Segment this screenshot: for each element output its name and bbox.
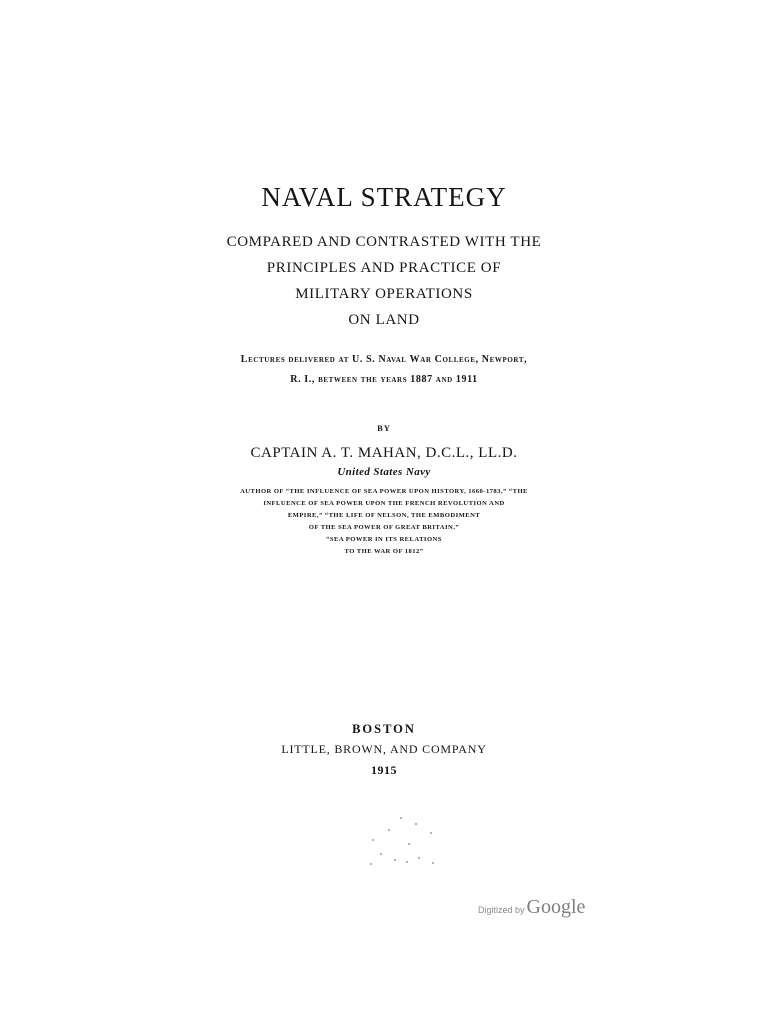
subtitle-line-4: ON LAND bbox=[348, 312, 420, 328]
imprint-year: 1915 bbox=[371, 763, 397, 777]
works-line-5: “SEA POWER IN ITS RELATIONS bbox=[326, 536, 442, 543]
subtitle-line-1: COMPARED AND CONTRASTED WITH THE bbox=[226, 234, 542, 250]
digitized-prefix: Digitized by bbox=[478, 905, 525, 915]
subtitle-line-3: MILITARY OPERATIONS bbox=[295, 286, 473, 302]
works-line-2: INFLUENCE OF SEA POWER UPON THE FRENCH REVOLUTION AND bbox=[263, 500, 505, 507]
author-name: CAPTAIN A. T. MAHAN, D.C.L., LL.D. bbox=[250, 445, 518, 461]
digitized-by-google-watermark bbox=[478, 896, 585, 922]
works-line-4: OF THE SEA POWER OF GREAT BRITAIN,” bbox=[308, 524, 460, 531]
author-affiliation: United States Navy bbox=[337, 466, 431, 478]
subtitle-line-2: PRINCIPLES AND PRACTICE OF bbox=[266, 260, 502, 276]
library-stamp-residue bbox=[360, 815, 450, 870]
by-label: BY bbox=[377, 423, 391, 433]
lectures-line-2: R. I., between the years 1887 and 1911 bbox=[290, 374, 478, 385]
book-title: NAVAL STRATEGY bbox=[261, 182, 507, 212]
google-logo: Google bbox=[526, 896, 586, 918]
works-line-3: EMPIRE,” “THE LIFE OF NELSON, THE EMBODIMENT bbox=[287, 512, 481, 519]
imprint-city: BOSTON bbox=[352, 722, 416, 736]
works-line-6: TO THE WAR OF 1812” bbox=[344, 548, 424, 555]
imprint-publisher: LITTLE, BROWN, AND COMPANY bbox=[281, 742, 487, 756]
works-line-1: AUTHOR OF “THE INFLUENCE OF SEA POWER UPON HISTORY, 1660-1783,” “THE bbox=[240, 488, 528, 495]
lectures-line-1: Lectures delivered at U. S. Naval War College, Newport, bbox=[240, 354, 528, 365]
